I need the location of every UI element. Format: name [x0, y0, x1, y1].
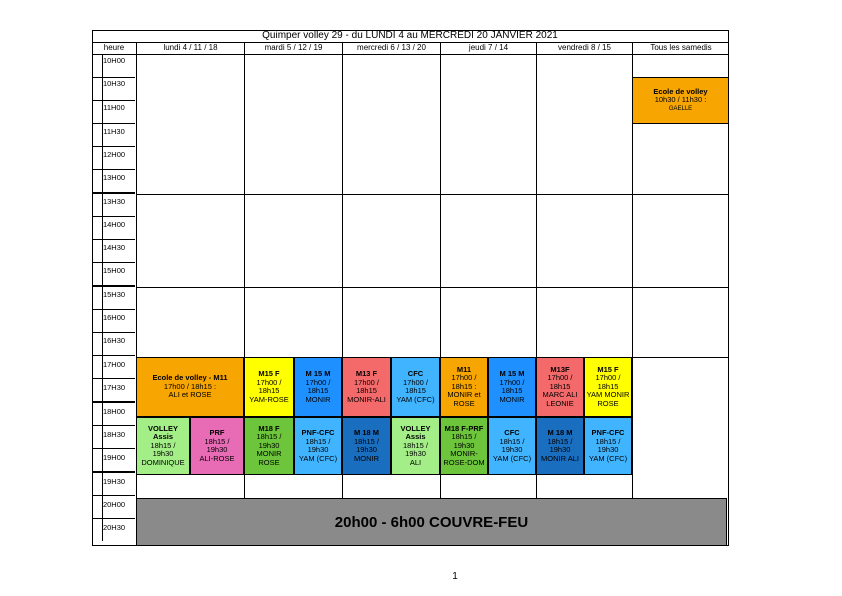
activity-block: Ecole de volley 10h30 / 11h30 : GAELLE — [632, 77, 729, 124]
column-header-tuesday: mardi 5 / 12 / 19 — [244, 42, 342, 54]
activity-block: M13 F 17h00 / 18h15 MONIR-ALI — [342, 357, 391, 417]
hour-row — [93, 239, 135, 263]
activity-block: M 15 M 17h00 / 18h15 MONIR — [294, 357, 342, 417]
hour-label: 16H30 — [102, 336, 126, 345]
activity-block: M 15 M 17h00 / 18h15 MONIR — [488, 357, 536, 417]
hour-row — [93, 169, 135, 193]
hour-row — [93, 378, 135, 402]
hour-row — [93, 402, 135, 426]
hour-label: 14H00 — [102, 220, 126, 229]
hour-row — [93, 355, 135, 379]
hour-label: 11H00 — [103, 103, 125, 112]
hour-label: 12H00 — [102, 150, 126, 159]
activity-block: M15 F 17h00 / 18h15 YAM MONIR ROSE — [584, 357, 632, 417]
activity-block: VOLLEY Assis 18h15 / 19h30 DOMINIQUE — [136, 417, 190, 475]
hour-row — [93, 448, 135, 472]
page-number: 1 — [452, 571, 458, 582]
page-title: Quimper volley 29 - du LUNDI 4 au MERCREDI 20 JANVIER 2021 — [262, 30, 558, 41]
column-header-hour: heure — [103, 43, 125, 52]
hour-row — [93, 309, 135, 333]
activity-block: M 18 M 18h15 / 19h30 MONIR ALI — [536, 417, 584, 475]
hour-label: 13H30 — [102, 197, 126, 206]
hour-row — [93, 77, 135, 112]
hour-label: 20H30 — [102, 523, 126, 532]
hour-label: 18H30 — [102, 430, 126, 439]
activity-block: M18 F-PRF 18h15 / 19h30 MONIR- ROSE-DOM — [440, 417, 488, 475]
activity-block: PNF-CFC 18h15 / 19h30 YAM (CFC) — [584, 417, 632, 475]
hour-row — [93, 193, 135, 217]
activity-block: M 18 M 18h15 / 19h30 MONIR — [342, 417, 391, 475]
column-header-friday: vendredi 8 / 15 — [536, 42, 632, 54]
activity-block: VOLLEY Assis 18h15 / 19h30 ALI — [391, 417, 440, 475]
hour-label: 15H30 — [102, 290, 126, 299]
activity-block: M11 17h00 / 18h15 : MONIR et ROSE — [440, 357, 488, 417]
hour-row — [93, 100, 135, 124]
hour-row — [93, 146, 135, 170]
hour-label: 13H00 — [102, 173, 126, 182]
grid-line — [136, 194, 729, 195]
hour-row — [93, 495, 135, 519]
hour-label: 11H30 — [103, 127, 125, 136]
hour-row — [93, 425, 135, 449]
activity-block: M18 F 18h15 / 19h30 MONIR ROSE — [244, 417, 294, 475]
hour-row — [93, 332, 135, 356]
column-header-thursday: jeudi 7 / 14 — [440, 42, 536, 54]
hour-label: 10H30 — [102, 79, 126, 88]
hour-row — [93, 123, 135, 147]
activity-block: M13F 17h00 / 18h15 MARC ALI LEONIE — [536, 357, 584, 417]
column-header-saturday: Tous les samedis — [632, 42, 729, 54]
grid-line — [136, 287, 729, 288]
header-bottom-line — [92, 54, 729, 55]
column-header-monday: lundi 4 / 11 / 18 — [136, 42, 244, 54]
hour-label: 19H00 — [102, 453, 126, 462]
hour-label: 20H00 — [102, 500, 126, 509]
hour-label: 18H00 — [102, 407, 126, 416]
hour-label: 10H00 — [102, 56, 126, 65]
activity-block: M15 F 17h00 / 18h15 YAM-ROSE — [244, 357, 294, 417]
curfew-banner: 20h00 - 6h00 COUVRE-FEU — [136, 498, 727, 546]
hour-row — [93, 286, 135, 310]
activity-block: PNF-CFC 18h15 / 19h30 YAM (CFC) — [294, 417, 342, 475]
activity-block: PRF 18h15 / 19h30 ALI-ROSE — [190, 417, 244, 475]
hour-row — [93, 472, 135, 496]
hour-label: 14H30 — [102, 243, 126, 252]
hour-label: 16H00 — [102, 313, 126, 322]
activity-block: CFC 17h00 / 18h15 YAM (CFC) — [391, 357, 440, 417]
hour-row — [93, 518, 135, 546]
hour-label: 19H30 — [102, 477, 126, 486]
activity-block: CFC 18h15 / 19h30 YAM (CFC) — [488, 417, 536, 475]
activity-block: Ecole de volley - M11 17h00 / 18h15 : ALI et ROSE — [136, 357, 244, 417]
hour-row — [93, 216, 135, 240]
hour-label: 15H00 — [102, 266, 126, 275]
hour-row — [93, 262, 135, 286]
hour-label: 17H00 — [102, 360, 126, 369]
hour-label: 17H30 — [102, 383, 126, 392]
column-header-wednesday: mercredi 6 / 13 / 20 — [342, 42, 440, 54]
hour-row — [93, 54, 135, 78]
